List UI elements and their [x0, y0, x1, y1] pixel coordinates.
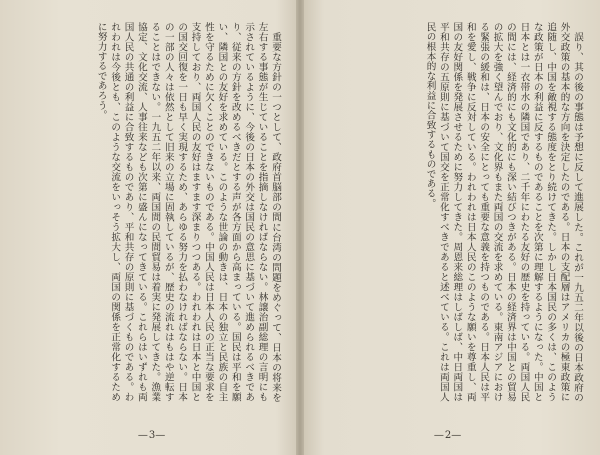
right-page-paragraph: 誤り、其の後の事態は予想に反して進展した。これが一九五二年以後の日本政府の外交政策の基本的な方向を決定したのである。日本の支配層はアメリカの極東政策に追随し、中国を敵視する態度をとり続けてきた。しかし日本国民の多くは、このような政策が日本の利益に反するものであることを次第に理解するようになった。中国と日本とは一衣帯水の隣国であり、二千年にわたる友好の歴史を持っている。両国人民の間には、経済的にも文化的にも深い結びつきがある。日本の経済界は中国との貿易の拡大を強く望んでおり、文化界もまた両国の交流を求めている。東南アジアにおける緊張の緩和は、日本の安全にとっても重要な意義を持つものである。日本人民は平和を愛し、戦争に反対している。われわれは日本人民のこのような願いを尊重し、両国の友好関係を発展させるために努力してきた。周恩来総理はしばしば、中日両国は平和共存の五原則に基づいて国交を正常化すべきであると述べている。これは両国人民の根本的な利益に合致するものである。 [424, 22, 583, 402]
right-page-text [316, 22, 584, 402]
book-gutter [296, 0, 304, 455]
right-page-number: —2— [433, 430, 463, 441]
left-page-text [20, 22, 282, 402]
right-page [300, 0, 600, 455]
left-page-paragraph: 重要な方針の一つとして、政府首脳部の間に台湾の問題をめぐって、日本の将来を左右する事態が生じていることを指摘しなければならない。林譲治副総理の言明にも示されているように、今後の日本の外交は国民の意思に基づいて進められるべきであり、従来の方針を改めるべきだとする声が各方面から高まっている。国民は平和を願い、隣国との友好を求めている。このような世論の動きは、日本の独立と民族の自主性を守るために欠くことのできないものである。中国人民は日本人民の正当な要求を支持しており、両国人民の友好はますます深まりつつある。われわれは日本と中国との国交回復を一日も早く実現するため、あらゆる努力を払わなければならない。日本の一部の人々は依然として旧来の立場に固執しているが、歴史の流れはもはや逆転することはできない。一九五二年以来、両国間の民間貿易は着実に発展してきた。漁業協定、文化交流、人事往来なども次第に盛んになってきている。これらはいずれも両国人民の共通の利益に合致するものであり、平和共存の原則に基づくものである。われわれは今後とも、このような交流をいっそう拡大し、両国の関係を正常化するために努力するであろう。 [95, 22, 281, 402]
left-page-number: —3— [137, 430, 167, 441]
